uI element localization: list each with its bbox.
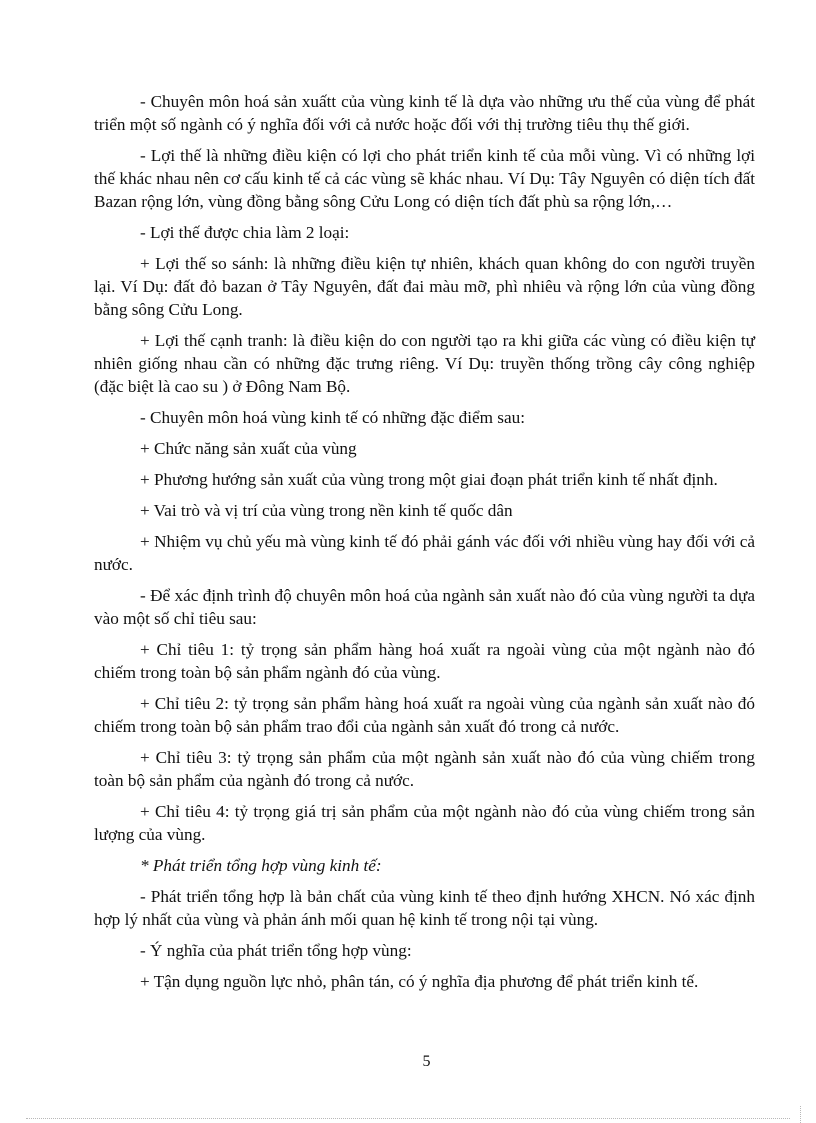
paragraph: - Để xác định trình độ chuyên môn hoá của ngành sản xuất nào đó của vùng người ta dựa vào một số chỉ tiêu sau: — [94, 586, 755, 628]
section-heading: * Phát triển tổng hợp vùng kinh tế: — [140, 856, 382, 875]
page-number: 5 — [422, 1053, 431, 1070]
paragraph: - Ý nghĩa của phát triển tổng hợp vùng: — [140, 941, 412, 960]
paragraph: + Lợi thế cạnh tranh: là điều kiện do con người tạo ra khi giữa các vùng có điều kiện tự nhiên giống nhau cần có những đặc trưng riêng. Ví Dụ: truyền thống trồng cây công nghiệp (đặc biệt là cao su ) ở Đông Nam Bộ. — [94, 331, 755, 396]
paragraph: + Chức năng sản xuất của vùng — [140, 439, 357, 458]
paragraph: + Chỉ tiêu 1: tỷ trọng sản phẩm hàng hoá xuất ra ngoài vùng của một ngành nào đó chiếm trong toàn bộ sản phẩm ngành đó của vùng. — [94, 640, 755, 682]
paragraph: - Phát triển tổng hợp là bản chất của vùng kinh tế theo định hướng XHCN. Nó xác định hợp lý nhất của vùng và phản ánh mối quan hệ kinh tế trong nội tại vùng. — [94, 887, 755, 929]
paragraph: + Vai trò và vị trí của vùng trong nền kinh tế quốc dân — [140, 501, 513, 520]
document-body — [94, 90, 755, 1001]
paragraph: + Phương hướng sản xuất của vùng trong một giai đoạn phát triển kinh tế nhất định. — [140, 470, 718, 489]
paragraph: - Chuyên môn hoá vùng kinh tế có những đặc điểm sau: — [140, 408, 525, 427]
paragraph: - Chuyên môn hoá sản xuấtt của vùng kinh tế là dựa vào những ưu thế của vùng để phát triển một số ngành có ý nghĩa đối với cả nước hoặc đối với thị trường tiêu thụ thế giới. — [94, 92, 755, 134]
paragraph: + Nhiệm vụ chủ yếu mà vùng kinh tế đó phải gánh vác đối với nhiều vùng hay đối với cả nước. — [94, 532, 755, 574]
page-border-line — [26, 1118, 790, 1119]
paragraph: - Lợi thế là những điều kiện có lợi cho phát triển kinh tế của mỗi vùng. Vì có những lợi thế khác nhau nên cơ cấu kinh tế cả các vùng sẽ khác nhau. Ví Dụ: Tây Nguyên có diện tích đất Bazan rộng lớn, vùng đồng bằng sông Cửu Long có diện tích đất phù sa rộng lớn,… — [94, 146, 755, 211]
paragraph: + Chỉ tiêu 3: tỷ trọng sản phẩm của một ngành sản xuất nào đó của vùng chiếm trong toàn bộ sản phẩm của ngành đó trong cả nước. — [94, 748, 755, 790]
paragraph: + Chỉ tiêu 2: tỷ trọng sản phẩm hàng hoá xuất ra ngoài vùng của ngành sản xuất nào đó chiếm trong toàn bộ sản phẩm trao đổi của ngành sản xuất đó trong cả nước. — [94, 694, 755, 736]
paragraph: + Chỉ tiêu 4: tỷ trọng giá trị sản phẩm của một ngành nào đó của vùng chiếm trong sản lượng của vùng. — [94, 802, 755, 844]
paragraph: + Lợi thế so sánh: là những điều kiện tự nhiên, khách quan không do con người truyền lại. Ví Dụ: đất đỏ bazan ở Tây Nguyên, đất đai màu mỡ, phì nhiêu và rộng lớn của vùng đồng bằng sông Cửu Long. — [94, 254, 755, 319]
page-corner-mark — [800, 1106, 801, 1123]
paragraph: + Tận dụng nguồn lực nhỏ, phân tán, có ý nghĩa địa phương để phát triển kinh tế. — [140, 972, 699, 991]
paragraph: - Lợi thế được chia làm 2 loại: — [140, 223, 350, 242]
